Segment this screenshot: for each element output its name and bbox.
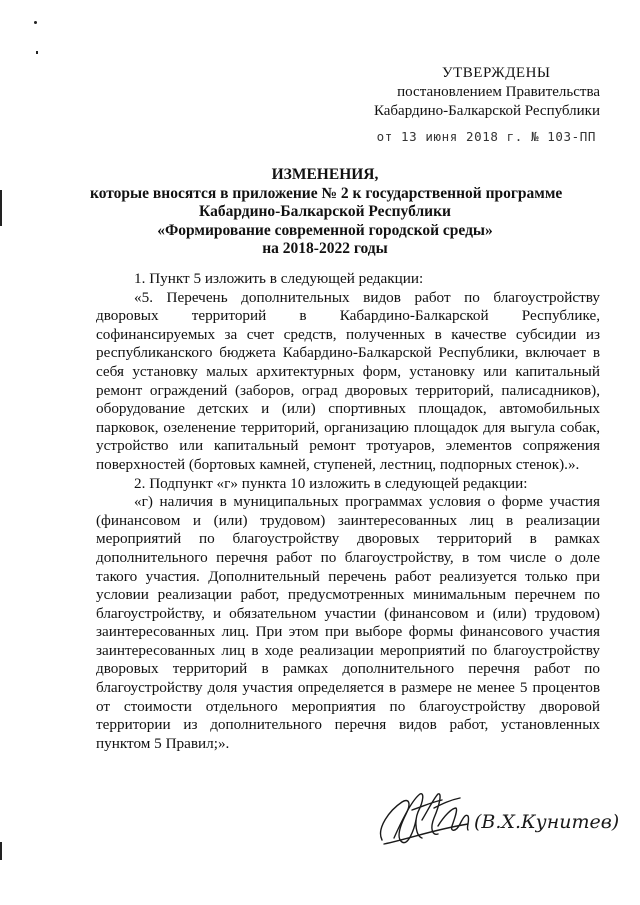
scan-edge-left-1 [0, 190, 2, 226]
item-1-heading: 1. Пункт 5 изложить в следующей редакции: [134, 270, 424, 287]
approval-decree-number: от 13 июня 2018 г. № 103-ПП [376, 129, 596, 144]
signature-name: (В.Х.Кунитев) [474, 811, 620, 833]
approval-line-2: Кабардино-Балкарской Республики [373, 103, 600, 119]
title-line-4: «Формирование современной городской среды» [157, 221, 493, 239]
approval-heading: УТВЕРЖДЕНЫ [442, 65, 551, 81]
title-line-1: ИЗМЕНЕНИЯ, [271, 166, 379, 183]
item-2-text: «г) наличия в муниципальных программах условия о форме участия (финансовом и (или) трудовом) заинтересованных лиц в реализации мероприятий по благоустройству дворовых территорий в рамках дополнительного перечня работ по благоустройству, в том числе о доле такого участия. Дополнительный перечень работ реализуется только при условии реализации работ, предусмотренных минимальным перечнем по благоустройству, и обязательном участии (финансовом и (или) трудовом) заинтересованных лиц. При этом при выборе формы финансового участия заинтересованных лиц в ходе реализации мероприятий по благоустройству дворовых территорий в рамках дополнительного перечня работ по благоустройству доля участия определяется в размере не менее 5 процентов от стоимости отдельного мероприятия по благоустройству дворовой территории из дополнительного перечня видов работ, установленных пунктом 5 Правил;». [96, 493, 600, 752]
approval-block [360, 64, 610, 146]
document-title [90, 166, 563, 259]
handwritten-signature [372, 780, 622, 860]
item-2-heading: 2. Подпункт «г» пункта 10 изложить в следующей редакции: [134, 474, 528, 492]
scan-edge-left-2 [0, 842, 2, 860]
document-body [96, 270, 600, 753]
item-1-text: «5. Перечень дополнительных видов работ по благоустройству дворовых территорий в Кабардино-Балкарской Республике, софинансируемых за счет средств, полученных в качестве субсидии из республиканского бюджета Кабардино-Балкарской Республики, включает в себя установку малых архитектурных форм, установку или капитальный ремонт ограждений (заборов, оград дворовых территорий, палисадников), оборудование детских и (или) спортивных площадок, автомобильных парковок, озеленение территорий, организацию площадок для выгула собак, устройство или капитальный ремонт тротуаров, элементов сопряжения поверхностей (бортовых камней, ступеней, лестниц, подпорных стенок).». [96, 288, 600, 473]
title-line-3: Кабардино-Балкарской Республики [199, 203, 451, 220]
approval-line-1: постановлением Правительства [397, 84, 600, 100]
scan-mark-top [34, 21, 37, 24]
title-line-5: на 2018-2022 годы [262, 240, 388, 257]
title-line-2: которые вносятся в приложение № 2 к государственной программе [90, 184, 563, 202]
scan-mark-upper [36, 51, 38, 54]
